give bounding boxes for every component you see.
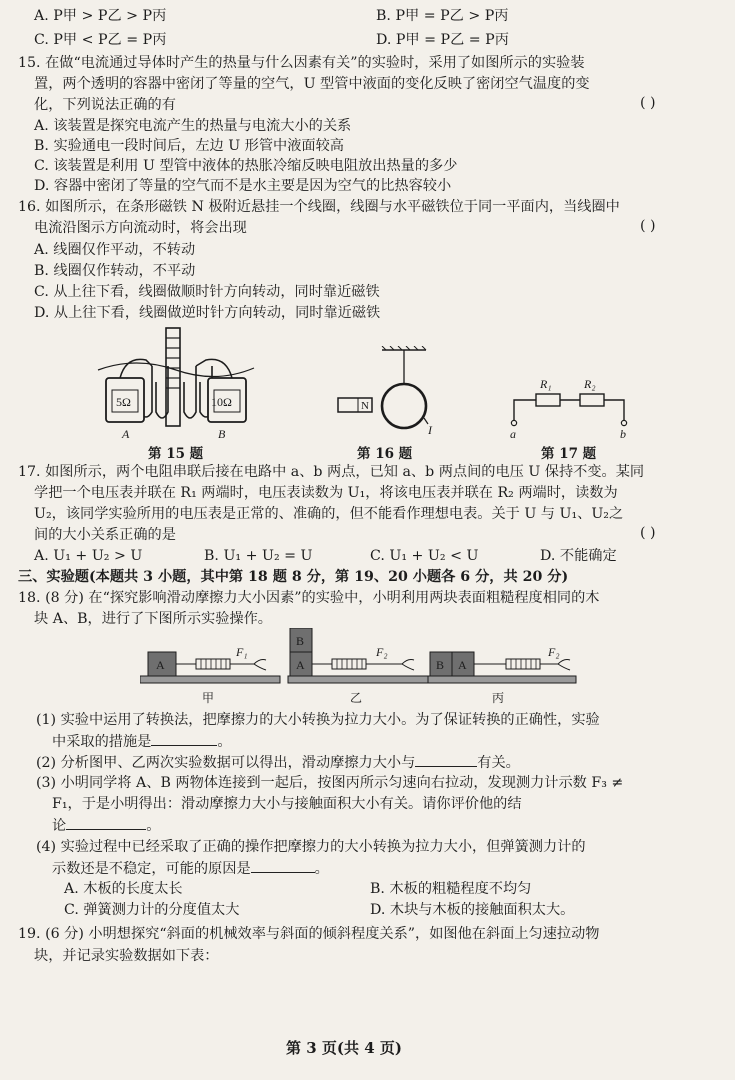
q18-sub4-blank[interactable] xyxy=(251,858,315,873)
q18-option-d: D. 木块与木板的接触面积太大。 xyxy=(370,902,575,918)
q18-setup-yi xyxy=(288,628,428,705)
q17-stem-line2: 学把一个电压表并联在 R₁ 两端时，电压表读数为 U₁，将该电压表并联在 R₂ 两端时，读数为 xyxy=(34,485,618,501)
page-number-footer: 第 3 页(共 4 页) xyxy=(286,1039,402,1057)
q18-force-f2-yi: F₂ xyxy=(376,645,388,659)
q18-option-a: A. 木板的长度太长 xyxy=(64,881,183,897)
q18-sub4-end: 。 xyxy=(314,861,329,877)
q15-stem-line3: 化，下列说法正确的有 xyxy=(34,97,176,113)
q18-stem-line2: 块 A、B，进行了下图所示实验操作。 xyxy=(34,611,272,627)
q17-answer-paren: ( ) xyxy=(640,525,656,541)
figure-15-apparatus xyxy=(96,326,256,442)
q18-sub2-line xyxy=(36,752,520,773)
q16-stem-line2: 电流沿图示方向流动时，将会出现 xyxy=(34,220,247,236)
q18-sub2-prompt: (2) 分析图甲、乙两次实验数据可以得出，滑动摩擦力大小与 xyxy=(36,755,416,771)
q17-option-a: A. U₁ + U₂ > U xyxy=(34,548,143,564)
figure-16-magnet-coil xyxy=(336,346,446,442)
fig15-resistor-10-label: 10Ω xyxy=(211,395,232,409)
q14-option-a: A. P甲 > P乙 > P丙 xyxy=(34,8,167,24)
q19-stem-line1: 19. (6 分) 小明想探究“斜面的机械效率与斜面的倾斜程度关系”，如图他在斜面上匀速拉动物 xyxy=(18,926,600,942)
q18-option-c: C. 弹簧测力计的分度值太大 xyxy=(64,902,240,918)
q18-block-b-yi: B xyxy=(296,634,305,648)
q18-sub3-line2: F₁，于是小明得出：滑动摩擦力大小与接触面积大小有关。请你评价他的结 xyxy=(52,796,522,812)
q15-option-b: B. 实验通电一段时间后，左边 U 形管中液面较高 xyxy=(34,138,344,154)
q19-stem-line2: 块，并记录实验数据如下表： xyxy=(34,948,219,964)
q15-option-c: C. 该装置是利用 U 型管中液体的热胀冷缩反映电阻放出热量的多少 xyxy=(34,158,458,174)
q18-option-b: B. 木板的粗糙程度不均匀 xyxy=(370,881,532,897)
fig16-magnet-n-label: N xyxy=(361,400,369,412)
q18-sub4-prompt: 示数还是不稳定，可能的原因是 xyxy=(52,861,251,877)
figure-16-caption: 第 16 题 xyxy=(357,446,413,462)
q15-option-d: D. 容器中密闭了等量的空气而不是水主要是因为空气的比热容较小 xyxy=(34,178,452,194)
q14-option-c: C. P甲 < P乙 = P丙 xyxy=(34,32,167,48)
q17-option-b: B. U₁ + U₂ = U xyxy=(204,548,313,564)
q18-sub1-line1: (1) 实验中运用了转换法，把摩擦力的大小转换为拉力大小。为了保证转换的正确性，实验 xyxy=(36,712,600,728)
q14-option-d: D. P甲 = P乙 = P丙 xyxy=(376,32,509,48)
q18-sub4-line2 xyxy=(52,858,329,879)
figure-17-caption: 第 17 题 xyxy=(541,446,597,462)
q18-force-f1: F₁ xyxy=(236,645,248,659)
figure-15-caption: 第 15 题 xyxy=(148,446,204,462)
q15-option-a: A. 该装置是探究电流产生的热量与电流大小的关系 xyxy=(34,118,352,134)
q16-answer-paren: ( ) xyxy=(640,218,656,234)
q18-setup-jia xyxy=(140,645,280,705)
q18-block-a-bing: A xyxy=(458,658,467,672)
fig17-terminal-a: a xyxy=(510,427,516,441)
q18-sub1-prompt: 中采取的措施是 xyxy=(52,734,152,750)
fig17-r2-label: R₂ xyxy=(584,377,596,391)
q16-option-c: C. 从上往下看，线圈做顺时针方向转动，同时靠近磁铁 xyxy=(34,284,380,300)
fig15-resistor-5-label: 5Ω xyxy=(116,395,131,409)
q18-sub3-end: 。 xyxy=(146,818,161,834)
q18-stem-line1: 18. (8 分) 在“探究影响滑动摩擦力大小因素”的实验中，小明利用两块表面粗糙程度相同的木 xyxy=(18,590,600,606)
q18-label-jia: 甲 xyxy=(202,691,215,705)
q14-option-b: B. P甲 = P乙 > P丙 xyxy=(376,8,509,24)
q18-block-a-jia: A xyxy=(156,658,165,672)
q18-label-yi: 乙 xyxy=(350,691,363,705)
q18-sub1-line2 xyxy=(52,731,232,752)
q17-stem-line3: U₂，该同学实验所用的电压表是正常的、准确的，但不能看作理想电表。关于 U 与 U₁、U₂之 xyxy=(34,506,624,522)
q18-sub3-line1: (3) 小明同学将 A、B 两物体连接到一起后，按图丙所示匀速向右拉动，发现测力计示数 F₃ ≠ xyxy=(36,775,624,791)
q18-block-a-yi: A xyxy=(296,658,305,672)
fig17-r1-label: R₁ xyxy=(540,377,552,391)
figure-17-circuit xyxy=(506,376,636,442)
fig15-label-b: B xyxy=(218,427,226,441)
q18-force-f2-bing: F₂ xyxy=(548,645,560,659)
q18-label-bing: 丙 xyxy=(492,691,505,705)
section-3-heading: 三、实验题(本题共 3 小题，其中第 18 题 8 分，第 19、20 小题各 6 分，共 20 分) xyxy=(18,569,569,585)
q18-sub3-line3 xyxy=(52,815,160,836)
fig17-terminal-b: b xyxy=(620,427,626,441)
q17-stem-line4: 间的大小关系正确的是 xyxy=(34,527,176,543)
fig15-label-a: A xyxy=(122,427,130,441)
q18-friction-figure xyxy=(140,628,700,708)
q17-option-c: C. U₁ + U₂ < U xyxy=(370,548,479,564)
q18-sub1-end: 。 xyxy=(217,734,232,750)
q16-option-a: A. 线圈仅作平动，不转动 xyxy=(34,242,196,258)
fig16-current-label: I xyxy=(428,423,432,437)
q18-sub3-blank[interactable] xyxy=(66,815,146,830)
q18-sub1-blank[interactable] xyxy=(151,731,217,746)
q18-sub3-prompt: 论 xyxy=(52,818,67,834)
q18-block-b-bing: B xyxy=(436,658,445,672)
q15-stem-line1: 15. 在做“电流通过导体时产生的热量与什么因素有关”的实验时，采用了如图所示的实验装 xyxy=(18,55,585,71)
q17-stem-line1: 17. 如图所示，两个电阻串联后接在电路中 a、b 两点，已知 a、b 两点间的电压 U 保持不变。某同 xyxy=(18,464,645,480)
q18-sub2-blank[interactable] xyxy=(415,752,477,767)
q16-option-d: D. 从上往下看，线圈做逆时针方向转动，同时靠近磁铁 xyxy=(34,305,381,321)
q18-setup-bing xyxy=(428,645,576,705)
q17-option-d: D. 不能确定 xyxy=(540,548,617,564)
q16-stem-line1: 16. 如图所示，在条形磁铁 N 极附近悬挂一个线圈，线圈与水平磁铁位于同一平面内，当线圈中 xyxy=(18,199,620,215)
q16-option-b: B. 线圈仅作转动，不平动 xyxy=(34,263,196,279)
q15-stem-line2: 置，两个透明的容器中密闭了等量的空气，U 型管中液面的变化反映了密闭空气温度的变 xyxy=(34,76,590,92)
q18-sub2-end: 有关。 xyxy=(477,755,520,771)
q15-answer-paren: ( ) xyxy=(640,95,656,111)
q18-sub4-line1: (4) 实验过程中已经采取了正确的操作把摩擦力的大小转换为拉力大小，但弹簧测力计的 xyxy=(36,839,586,855)
